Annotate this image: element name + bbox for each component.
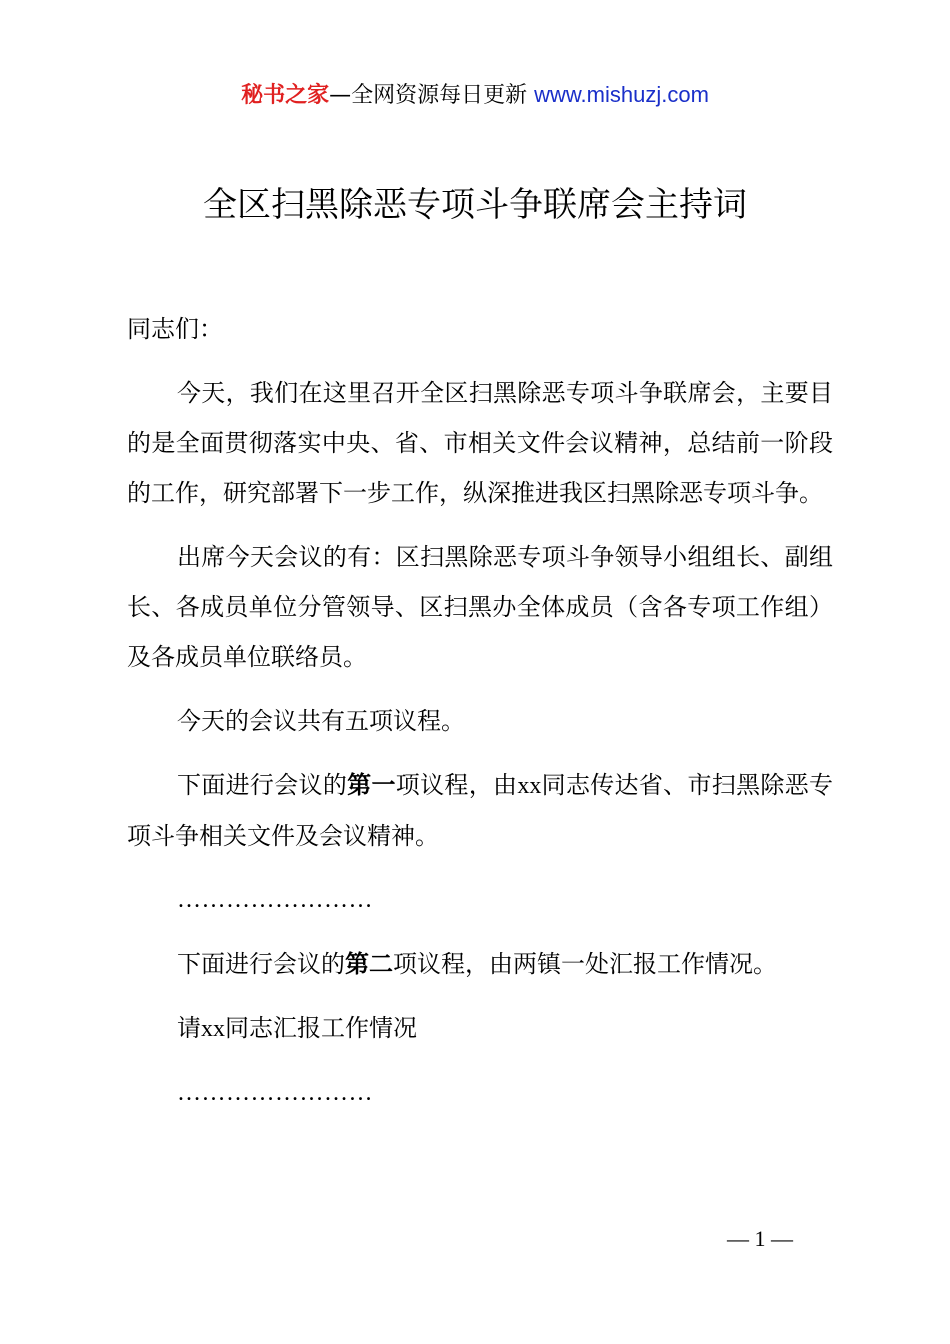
agenda-1-post: 同志传达省、市扫黑除恶专项斗争相关文件及会议精神。 <box>127 771 834 850</box>
agenda-1-ordinal: 第一 <box>347 771 396 799</box>
agenda-1-mid: 项议程，由 <box>395 771 518 799</box>
paragraph-agenda-item-2 <box>127 939 833 989</box>
site-url-link[interactable]: www.mishuzj.com <box>534 82 709 107</box>
agenda-1-person-placeholder: xx <box>517 773 542 799</box>
brand-name: 秘书之家 <box>241 83 330 108</box>
salutation: 同志们： <box>127 315 223 343</box>
agenda-2-pre: 下面进行会议的 <box>177 950 345 978</box>
site-header <box>0 78 950 113</box>
agenda-2-post: 项议程，由两镇一处汇报工作情况。 <box>393 950 777 978</box>
report-pre: 请 <box>177 1014 201 1042</box>
report-post: 同志汇报工作情况 <box>225 1014 417 1042</box>
paragraph-purpose: 今天，我们在这里召开全区扫黑除恶专项斗争联席会，主要目的是全面贯彻落实中央、省、市相关文件会议精神，总结前一阶段的工作，研究部署下一步工作，纵深推进我区扫黑除恶专项斗争。 <box>127 379 833 507</box>
agenda-1-pre: 下面进行会议的 <box>177 771 348 799</box>
ellipsis-separator-1: …………………… <box>177 887 373 913</box>
agenda-2-ordinal: 第二 <box>345 950 393 978</box>
paragraph-attendees: 出席今天会议的有：区扫黑除恶专项斗争领导小组组长、副组长、各成员单位分管领导、区扫黑办全体成员（含各专项工作组）及各成员单位联络员。 <box>127 543 833 671</box>
header-tagline: —全网资源每日更新 <box>329 83 535 108</box>
document-body <box>127 304 833 1132</box>
paragraph-agenda-count: 今天的会议共有五项议程。 <box>177 707 465 735</box>
document-title: 全区扫黑除恶专项斗争联席会主持词 <box>203 185 747 225</box>
paragraph-report-request <box>127 1003 833 1054</box>
paragraph-agenda-item-1 <box>127 760 833 861</box>
report-person-placeholder: xx <box>201 1016 225 1042</box>
ellipsis-separator-2: …………………… <box>177 1080 373 1106</box>
page-number: — 1 — <box>727 1226 793 1251</box>
